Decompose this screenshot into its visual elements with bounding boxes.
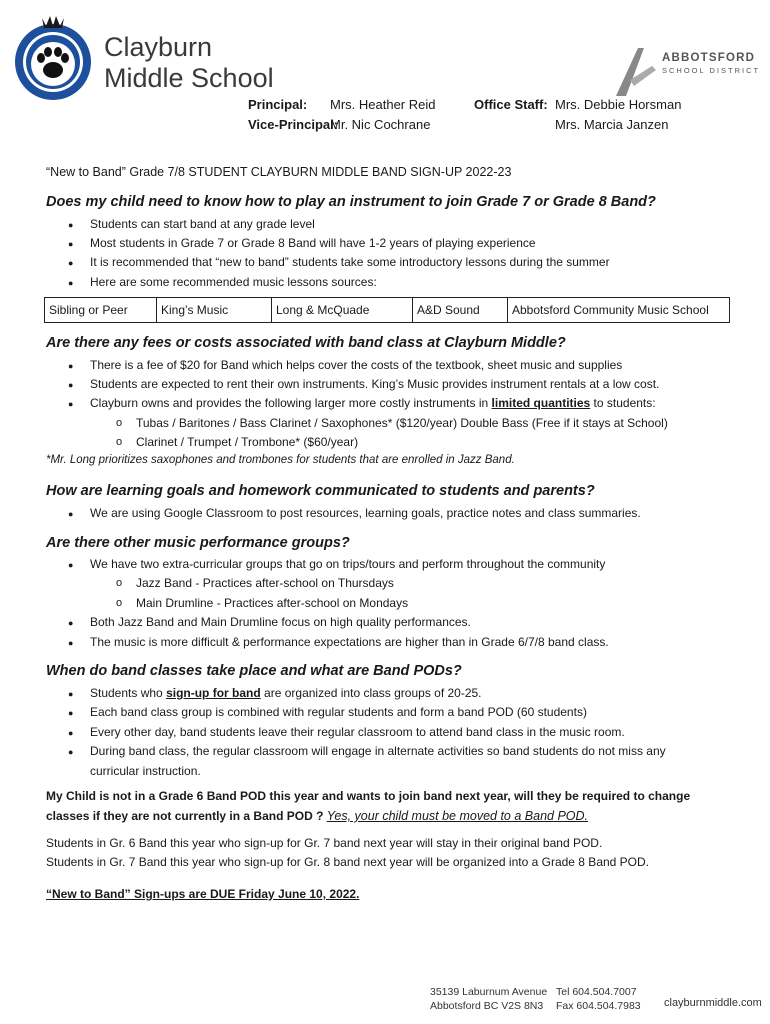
vice-principal-label: Vice-Principal: — [248, 117, 339, 132]
emphasis-sign-up: sign-up for band — [166, 686, 261, 700]
question-fees: Are there any fees or costs associated with band class at Clayburn Middle? — [46, 335, 566, 351]
principal-name: Mrs. Heather Reid — [330, 97, 436, 112]
list-item: ● We are using Google Classroom to post resources, learning goals, practice notes and class summaries. — [90, 505, 641, 521]
footer-address-line2: Abbotsford BC V2S 8N3 — [430, 1000, 544, 1012]
table-cell: King’s Music — [157, 298, 272, 322]
table-cell: Sibling or Peer — [45, 298, 157, 322]
sub-list-item: o Clarinet / Trumpet / Trombone* ($60/year) — [136, 434, 358, 450]
text-span: to students: — [590, 396, 656, 410]
list-item: ● Students are expected to rent their own instruments. King’s Music provides instrument rentals at a low cost. — [90, 376, 659, 392]
list-item: ● There is a fee of $20 for Band which helps cover the costs of the textbook, sheet music and supplies — [90, 357, 622, 373]
document-title: “New to Band” Grade 7/8 STUDENT CLAYBURN MIDDLE BAND SIGN-UP 2022-23 — [46, 165, 512, 179]
pod-question-line2 — [46, 808, 588, 824]
list-item: ● Every other day, band students leave their regular classroom to attend band class in the music room. — [90, 724, 625, 740]
school-name-line2: Middle School — [104, 63, 274, 93]
list-item — [90, 395, 656, 411]
sub-list-item: o Main Drumline - Practices after-school on Mondays — [136, 595, 408, 611]
footer-website-link[interactable]: clayburnmiddle.com — [664, 997, 762, 1009]
district-name: ABBOTSFORD — [662, 52, 756, 64]
list-item: ● The music is more difficult & performance expectations are higher than in Grade 6/7/8 band class. — [90, 634, 609, 650]
list-item — [90, 685, 482, 701]
list-item: ● Students can start band at any grade level — [90, 216, 315, 232]
list-item: ● It is recommended that “new to band” students take some introductory lessons during the summer — [90, 254, 610, 270]
lesson-sources-table — [44, 297, 730, 323]
question-instrument: Does my child need to know how to play an instrument to join Grade 7 or Grade 8 Band? — [46, 194, 656, 210]
sub-list-item: o Jazz Band - Practices after-school on Thursdays — [136, 575, 394, 591]
office-staff-name-1: Mrs. Debbie Horsman — [555, 97, 682, 112]
text-span: Clayburn owns and provides the following larger more costly instruments in — [90, 396, 492, 410]
principal-label: Principal: — [248, 97, 308, 112]
signup-deadline: “New to Band” Sign-ups are DUE Friday June 10, 2022. — [46, 887, 360, 901]
list-item-continuation: curricular instruction. — [90, 764, 201, 778]
list-item: ● Here are some recommended music lessons sources: — [90, 274, 377, 290]
table-cell: A&D Sound — [413, 298, 508, 322]
office-staff-name-2: Mrs. Marcia Janzen — [555, 117, 669, 132]
sub-list-item: o Tubas / Baritones / Bass Clarinet / Saxophones* ($120/year) Double Bass (Free if it stays at School) — [136, 415, 668, 431]
footer-address-line1: 35139 Laburnum Avenue — [430, 986, 548, 998]
list-item: ● Both Jazz Band and Main Drumline focus on high quality performances. — [90, 614, 471, 630]
pod-info-line1: Students in Gr. 6 Band this year who sign-up for Gr. 7 band next year will stay in their original band POD. — [46, 836, 603, 850]
school-name — [104, 32, 274, 94]
office-staff-label: Office Staff: — [474, 97, 548, 112]
footer-telephone: Tel 604.504.7007 — [556, 986, 637, 998]
vice-principal-name: Mr. Nic Cochrane — [330, 117, 431, 132]
district-subtitle: SCHOOL DISTRICT — [662, 66, 761, 75]
list-item: ● Each band class group is combined with regular students and form a band POD (60 students) — [90, 704, 587, 720]
school-crest-logo — [12, 12, 94, 104]
school-name-line1: Clayburn — [104, 32, 213, 62]
question-performance-groups: Are there other music performance groups? — [46, 535, 350, 551]
footer-contact — [556, 985, 641, 1013]
question-learning-goals: How are learning goals and homework communicated to students and parents? — [46, 483, 595, 499]
pod-info-line2: Students in Gr. 7 Band this year who sign-up for Gr. 8 band next year will be organized into a Grade 8 Band POD. — [46, 855, 650, 869]
pod-question-line1: My Child is not in a Grade 6 Band POD this year and wants to join band next year, will they be required to change — [46, 789, 691, 803]
text-span: Students who — [90, 686, 167, 700]
question-band-pods: When do band classes take place and what are Band PODs? — [46, 663, 462, 679]
pod-answer: Yes, your child must be moved to a Band POD. — [326, 809, 589, 823]
footer-address — [430, 985, 547, 1013]
emphasis-limited-quantities: limited quantities — [491, 396, 591, 410]
footnote: *Mr. Long prioritizes saxophones and trombones for students that are enrolled in Jazz Band. — [46, 454, 515, 466]
list-item: ● We have two extra-curricular groups that go on trips/tours and perform throughout the community — [90, 556, 605, 572]
text-span: are organized into class groups of 20-25. — [260, 686, 482, 700]
table-cell: Abbotsford Community Music School — [512, 303, 709, 317]
text-span: classes if they are not currently in a Band POD ? — [46, 809, 327, 823]
footer-fax: Fax 604.504.7983 — [556, 1000, 641, 1012]
table-cell: Long & McQuade — [272, 298, 413, 322]
list-item: ● Most students in Grade 7 or Grade 8 Band will have 1-2 years of playing experience — [90, 235, 536, 251]
list-item: ● During band class, the regular classroom will engage in alternate activities so band students do not miss any — [90, 743, 666, 759]
